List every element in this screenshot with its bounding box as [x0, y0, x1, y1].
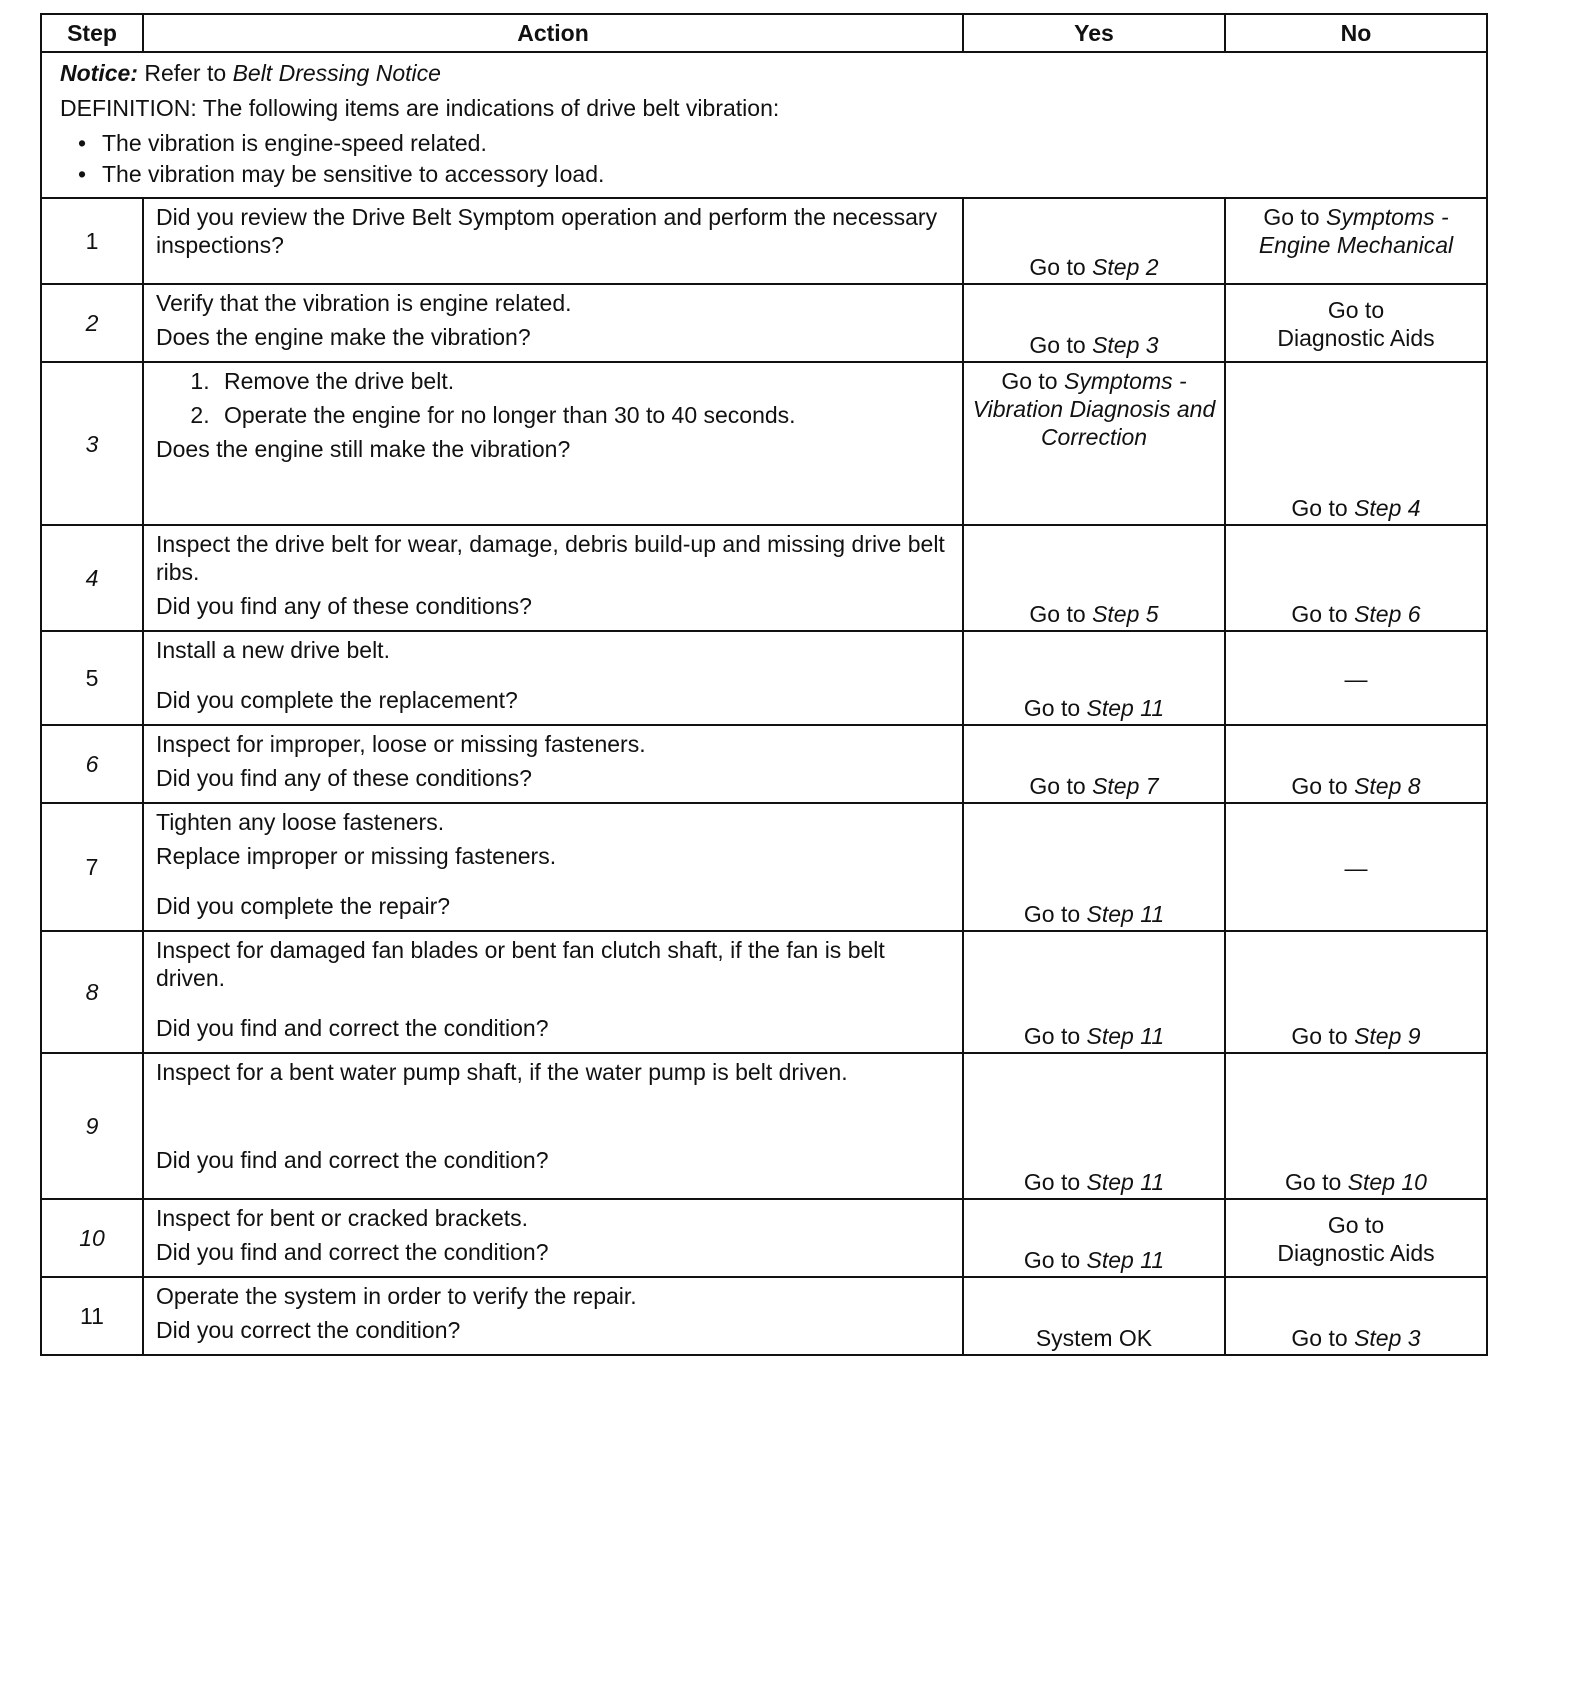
yes-prefix: Go to: [1001, 368, 1058, 394]
no-result: [1225, 362, 1487, 525]
definition-bullet: • The vibration may be sensitive to accessory load.: [102, 160, 1468, 188]
action-question: Does the engine make the vibration?: [156, 324, 531, 350]
notice-refer: Refer to: [144, 60, 227, 86]
yes-ref: Symptoms - Vibration Diagnosis and Correction: [972, 368, 1216, 450]
yes-prefix: Go to: [1029, 773, 1086, 799]
no-prefix: Go to: [1285, 1169, 1342, 1195]
no-prefix: Go to: [1327, 1212, 1385, 1238]
yes-prefix: Go to: [1029, 332, 1086, 358]
yes-ref: Step 3: [1092, 332, 1159, 358]
no-prefix: Go to: [1291, 1325, 1348, 1351]
action-question: Did you find any of these conditions?: [156, 593, 532, 619]
no-prefix: —: [1344, 855, 1368, 881]
no-ref: Step 8: [1354, 773, 1421, 799]
no-result: [1225, 631, 1487, 725]
no-result: [1225, 284, 1487, 362]
step-action: [143, 931, 963, 1053]
step-action: [143, 803, 963, 931]
action-question: Did you find and correct the condition?: [156, 1147, 549, 1173]
notice-label: Notice:: [60, 60, 138, 86]
step-number: 8: [41, 931, 143, 1053]
yes-result: [963, 1199, 1225, 1277]
action-question: Did you find and correct the condition?: [156, 1015, 549, 1041]
yes-result: [963, 525, 1225, 631]
yes-prefix: Go to: [1029, 601, 1086, 627]
action-text: Replace improper or missing fasteners.: [156, 843, 557, 869]
no-ref: Step 9: [1354, 1023, 1421, 1049]
step-action: [143, 284, 963, 362]
yes-ref: Step 2: [1092, 254, 1159, 280]
table-row: [41, 362, 1487, 525]
step-number: 9: [41, 1053, 143, 1199]
no-prefix: Go to: [1263, 204, 1320, 230]
list-item: 1. Remove the drive belt.: [216, 367, 952, 395]
no-ref: Step 3: [1354, 1325, 1421, 1351]
no-prefix: Go to: [1291, 601, 1348, 627]
no-prefix: Go to: [1327, 297, 1385, 323]
list-item: 2. Operate the engine for no longer than 30 to 40 seconds.: [216, 401, 952, 429]
yes-result: [963, 631, 1225, 725]
step-number: 10: [41, 1199, 143, 1277]
yes-result: [963, 725, 1225, 803]
step-number: 3: [41, 362, 143, 525]
yes-result: [963, 1277, 1225, 1355]
definition-text: DEFINITION: The following items are indications of drive belt vibration:: [60, 95, 780, 121]
table-row: [41, 198, 1487, 284]
no-ref: Step 10: [1347, 1169, 1427, 1195]
action-question: Did you complete the replacement?: [156, 687, 518, 713]
header-action: Action: [143, 14, 963, 52]
step-action: [143, 631, 963, 725]
step-number: 7: [41, 803, 143, 931]
step-number: 5: [41, 631, 143, 725]
yes-result: [963, 931, 1225, 1053]
yes-prefix: Go to: [1023, 1023, 1081, 1049]
action-question: Did you complete the repair?: [156, 893, 451, 919]
step-action: [143, 198, 963, 284]
step-number: 6: [41, 725, 143, 803]
action-text: Inspect for damaged fan blades or bent fan clutch shaft, if the fan is belt driven.: [156, 937, 885, 991]
notice-line: [60, 59, 1468, 87]
yes-result: [963, 362, 1225, 525]
no-prefix: —: [1344, 666, 1368, 692]
table-row: [41, 284, 1487, 362]
yes-prefix: Go to: [1023, 1247, 1081, 1273]
table-row: [41, 1277, 1487, 1355]
table-row: [41, 725, 1487, 803]
yes-prefix: Go to: [1023, 695, 1081, 721]
table-row: [41, 1199, 1487, 1277]
yes-ref: Step 11: [1086, 901, 1165, 927]
action-text: Install a new drive belt.: [156, 637, 390, 663]
action-list: [156, 367, 952, 429]
no-result: [1225, 931, 1487, 1053]
step-number: 11: [41, 1277, 143, 1355]
step-number: 2: [41, 284, 143, 362]
yes-result: [963, 1053, 1225, 1199]
yes-ref: Step 11: [1086, 1023, 1165, 1049]
step-action: [143, 525, 963, 631]
table-row: [41, 803, 1487, 931]
header-step: Step: [41, 14, 143, 52]
action-question: Did you find any of these conditions?: [156, 765, 532, 791]
table-row: [41, 931, 1487, 1053]
no-prefix: Go to: [1291, 773, 1348, 799]
table-header-row: [41, 14, 1487, 52]
yes-prefix: Go to: [1023, 901, 1081, 927]
yes-prefix: Go to: [1023, 1169, 1081, 1195]
no-prefix: Go to: [1291, 495, 1348, 521]
no-result: [1225, 1277, 1487, 1355]
step-action: [143, 1277, 963, 1355]
yes-result: [963, 803, 1225, 931]
no-result: [1225, 1053, 1487, 1199]
definition-bullet: • The vibration is engine-speed related.: [102, 129, 1468, 157]
action-text: Inspect for improper, loose or missing fasteners.: [156, 731, 646, 757]
yes-ref: Step 11: [1086, 1247, 1165, 1273]
no-result: [1225, 725, 1487, 803]
no-result: [1225, 198, 1487, 284]
no-ref: Diagnostic Aids: [1277, 1240, 1435, 1266]
no-result: [1225, 803, 1487, 931]
notice-cell: [41, 52, 1487, 198]
step-action: [143, 725, 963, 803]
yes-ref: Step 5: [1092, 601, 1159, 627]
action-text: Tighten any loose fasteners.: [156, 809, 445, 835]
action-text: Verify that the vibration is engine related.: [156, 290, 572, 316]
action-question: Did you find and correct the condition?: [156, 1239, 549, 1265]
no-result: [1225, 525, 1487, 631]
header-yes: Yes: [963, 14, 1225, 52]
header-no: No: [1225, 14, 1487, 52]
table-row: [41, 1053, 1487, 1199]
step-action: [143, 1199, 963, 1277]
no-result: [1225, 1199, 1487, 1277]
step-action: [143, 362, 963, 525]
yes-ref: Step 11: [1086, 1169, 1165, 1195]
table-row: [41, 631, 1487, 725]
action-text: Inspect for a bent water pump shaft, if the water pump is belt driven.: [156, 1059, 848, 1085]
table-row: [41, 525, 1487, 631]
no-ref: Diagnostic Aids: [1277, 325, 1435, 351]
yes-ref: Step 7: [1092, 773, 1159, 799]
yes-result: [963, 198, 1225, 284]
yes-prefix: System OK: [1035, 1325, 1153, 1351]
action-text: Inspect the drive belt for wear, damage, debris build-up and missing drive belt ribs.: [156, 531, 945, 585]
no-ref: Symptoms - Engine Mechanical: [1258, 204, 1454, 258]
diagnostic-table: [40, 13, 1488, 1356]
action-question: Did you correct the condition?: [156, 1317, 461, 1343]
action-text: Operate the system in order to verify the repair.: [156, 1283, 637, 1309]
step-number: 4: [41, 525, 143, 631]
step-number: 1: [41, 198, 143, 284]
action-text: Did you review the Drive Belt Symptom operation and perform the necessary inspections?: [156, 204, 938, 258]
yes-ref: Step 11: [1086, 695, 1165, 721]
notice-row: [41, 52, 1487, 198]
no-ref: Step 4: [1354, 495, 1421, 521]
yes-result: [963, 284, 1225, 362]
notice-ref-title: Belt Dressing Notice: [232, 60, 441, 86]
action-text: Inspect for bent or cracked brackets.: [156, 1205, 529, 1231]
action-question: Does the engine still make the vibration?: [156, 436, 571, 462]
no-ref: Step 6: [1354, 601, 1421, 627]
step-action: [143, 1053, 963, 1199]
yes-prefix: Go to: [1029, 254, 1086, 280]
no-prefix: Go to: [1291, 1023, 1348, 1049]
